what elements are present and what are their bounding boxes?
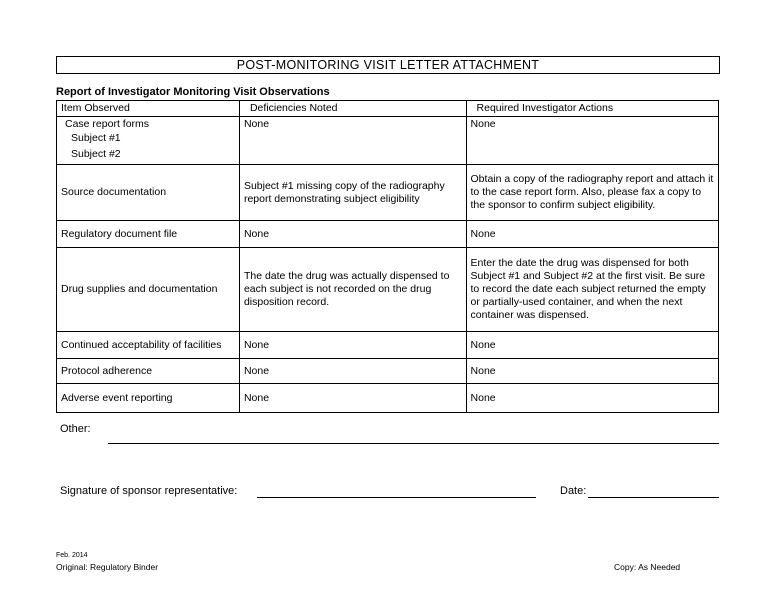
- signature-line[interactable]: [257, 497, 536, 498]
- page-title: POST-MONITORING VISIT LETTER ATTACHMENT: [56, 56, 720, 74]
- item-cell: Regulatory document file: [57, 221, 240, 248]
- deficiency-cell: None: [239, 332, 466, 359]
- subitem-label: Subject #2: [71, 148, 121, 160]
- column-header-deficiencies: Deficiencies Noted: [239, 101, 466, 117]
- deficiency-cell: None: [239, 221, 466, 248]
- signature-label: Signature of sponsor representative:: [60, 485, 238, 497]
- item-cell: Drug supplies and documentation: [57, 248, 240, 332]
- action-cell: None: [466, 221, 718, 248]
- subitem-label: Subject #1: [71, 132, 121, 144]
- other-input-line[interactable]: [108, 443, 719, 444]
- action-cell: Enter the date the drug was dispensed for both Subject #1 and Subject #2 at the first visit. Be sure to record the date each subject returned the empty or partially-used container, and when the next container was dispensed.: [466, 248, 718, 332]
- table-row: [57, 248, 719, 332]
- observations-table: [56, 100, 719, 413]
- action-cell: None: [466, 359, 718, 384]
- date-label: Date:: [560, 485, 587, 497]
- item-cell: Continued acceptability of facilities: [57, 332, 240, 359]
- action-cell: None: [466, 384, 718, 413]
- item-label: Case report forms: [65, 118, 150, 130]
- footer-copy: Copy: As Needed: [614, 562, 681, 572]
- table-row: [57, 165, 719, 221]
- deficiency-cell: The date the drug was actually dispensed to each subject is not recorded on the drug disposition record.: [239, 248, 466, 332]
- section-title: Report of Investigator Monitoring Visit Observations: [56, 86, 330, 98]
- footer-date: Feb. 2014: [56, 552, 88, 559]
- column-header-actions: Required Investigator Actions: [466, 101, 718, 117]
- item-cell: Source documentation: [57, 165, 240, 221]
- table-row: [57, 117, 719, 165]
- action-cell: None: [466, 332, 718, 359]
- deficiency-cell: None: [239, 359, 466, 384]
- action-cell: Obtain a copy of the radiography report and attach it to the case report form. Also, please fax a copy to the sponsor to confirm subject eligibility.: [466, 165, 718, 221]
- table-header-row: [57, 101, 719, 117]
- column-header-item: Item Observed: [57, 101, 240, 117]
- deficiency-cell: None: [239, 117, 466, 165]
- table-row: [57, 384, 719, 413]
- date-line[interactable]: [588, 497, 719, 498]
- item-cell: Protocol adherence: [57, 359, 240, 384]
- deficiency-cell: Subject #1 missing copy of the radiography report demonstrating subject eligibility: [239, 165, 466, 221]
- item-cell: Adverse event reporting: [57, 384, 240, 413]
- action-cell: None: [466, 117, 718, 165]
- table-row: [57, 359, 719, 384]
- other-label: Other:: [60, 423, 91, 435]
- deficiency-cell: None: [239, 384, 466, 413]
- table-row: [57, 332, 719, 359]
- item-cell: [57, 117, 240, 165]
- table-row: [57, 221, 719, 248]
- footer-original: Original: Regulatory Binder: [56, 562, 159, 572]
